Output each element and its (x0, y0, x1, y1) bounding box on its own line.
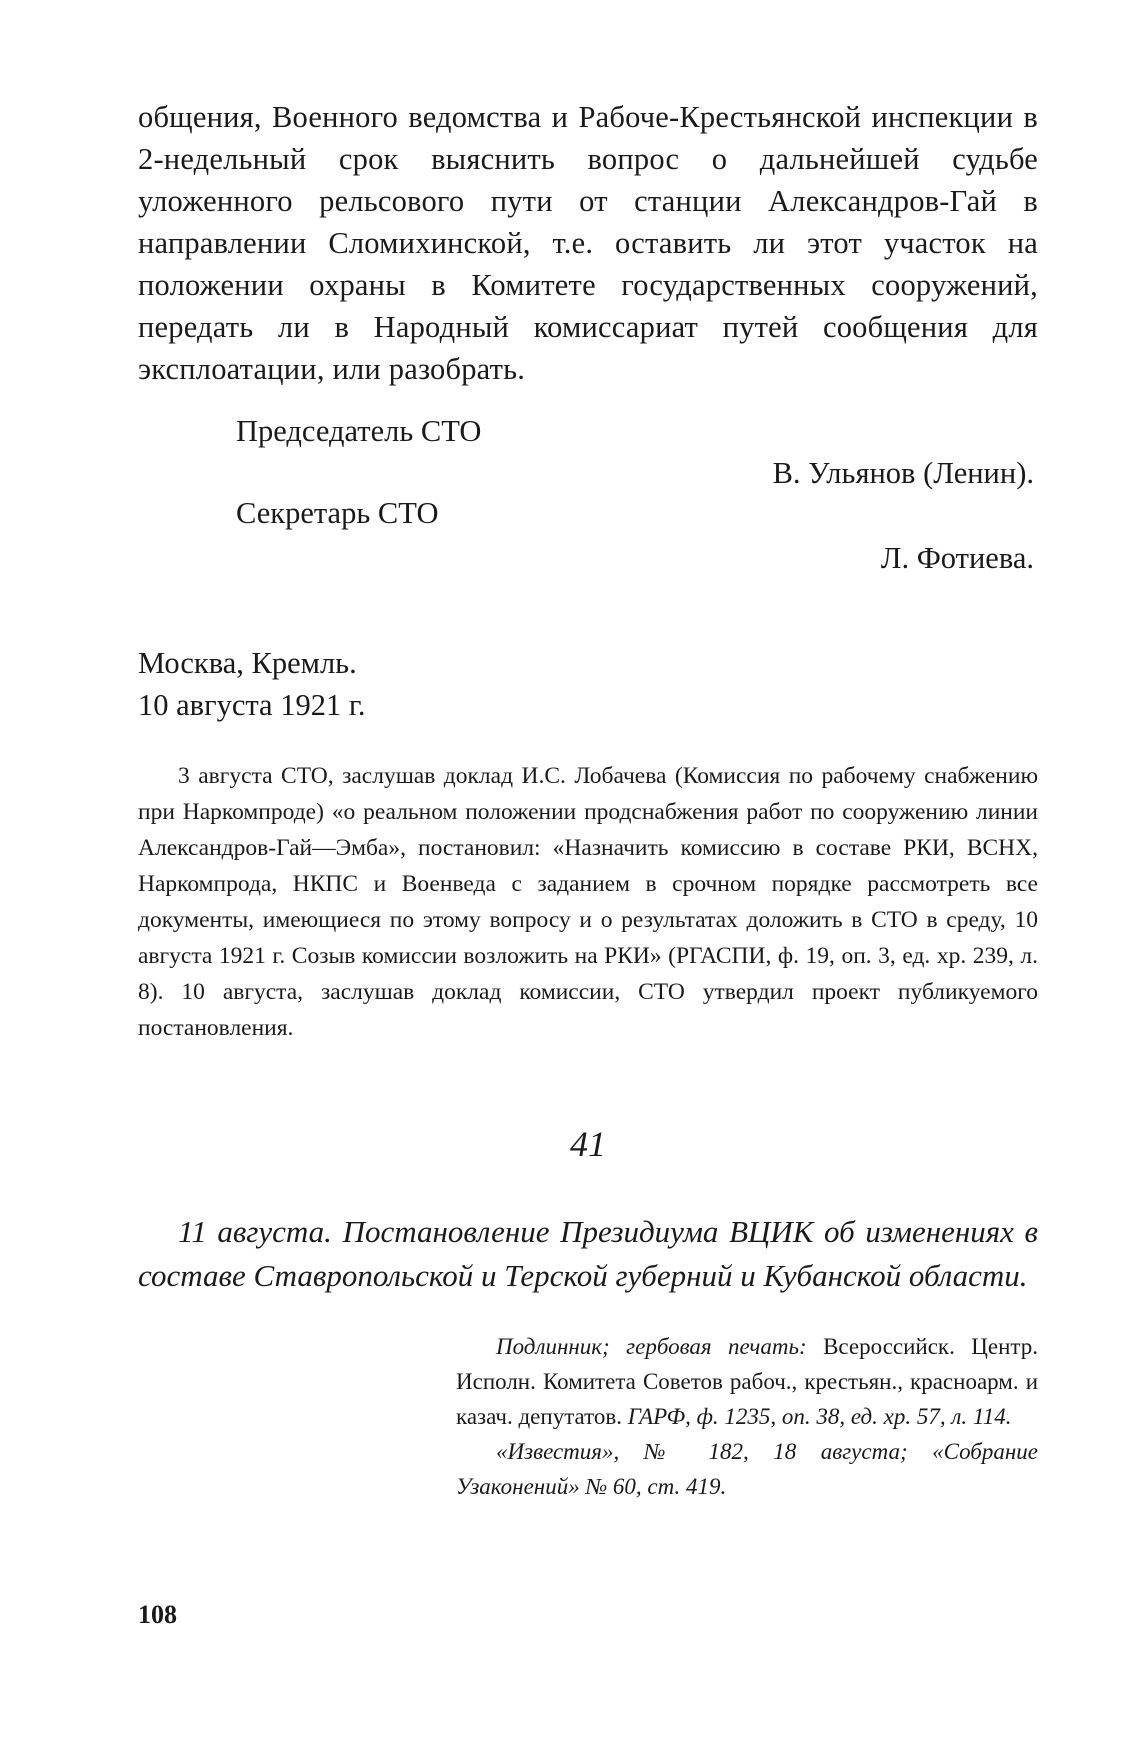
main-paragraph: общения, Военного ведомства и Рабоче-Крестьянской инспекции в 2-недельный срок выяснить вопрос о дальнейшей судьбе уложенного рельсового пути от станции Александров-Гай в направлении Сломихинской, т.е. оставить ли этот участок на положении охраны в Комитете государственных сооружений, передать ли в Народный комиссариат путей сообщения для эксплоатации, или разобрать. (138, 100, 1038, 386)
place: Москва, Кремль. (138, 646, 357, 680)
document-heading: 11 августа. Постановление Президиума ВЦИК об изменениях в составе Ставропольской и Терской губерний и Кубанской области. (138, 1214, 1038, 1293)
chairman-title: Председатель СТО (236, 414, 482, 448)
date: 10 августа 1921 г. (138, 688, 366, 722)
source-original (456, 1329, 1038, 1434)
chairman-name: В. Ульянов (Ленин). (772, 456, 1034, 490)
document-number: 41 (570, 1124, 606, 1164)
secretary-title: Секретарь СТО (236, 496, 439, 530)
secretary-name: Л. Фотиева. (880, 541, 1034, 575)
source-archive-ref: ГАРФ, ф. 1235, оп. 38, ед. хр. 57, л. 114. (627, 1404, 1012, 1429)
page-body (138, 96, 1038, 1504)
signature-block (138, 414, 1038, 614)
page-number: 108 (138, 1600, 177, 1629)
source-seal-text: Всероссийск. Центр. Исполн. Комитета Советов рабоч., крестьян., красноарм. и казач. депутатов. (456, 1334, 1038, 1429)
place-date-block (138, 642, 1038, 726)
source-label: Подлинник; гербовая печать: (496, 1334, 807, 1359)
source-publication: «Известия», № 182, 18 августа; «Собрание Узаконений» № 60, ст. 419. (456, 1439, 1038, 1499)
source-block (456, 1329, 1038, 1504)
editorial-note: 3 августа СТО, заслушав доклад И.С. Лобачева (Комиссия по рабочему снабжению при Наркомпроде) «о реальном положении продснабжения работ по сооружению линии Александров-Гай—Эмба», постановил: «Назначить комиссию в составе РКИ, ВСНХ, Наркомпрода, НКПС и Военведа с заданием в срочном порядке рассмотреть все документы, имеющиеся по этому вопросу и о результатах доложить в СТО в среду, 10 августа 1921 г. Созыв комиссии возложить на РКИ» (РГАСПИ, ф. 19, оп. 3, ед. хр. 239, л. 8). 10 августа, заслушав доклад комиссии, СТО утвердил проект публикуемого постановления. (138, 763, 1038, 1041)
